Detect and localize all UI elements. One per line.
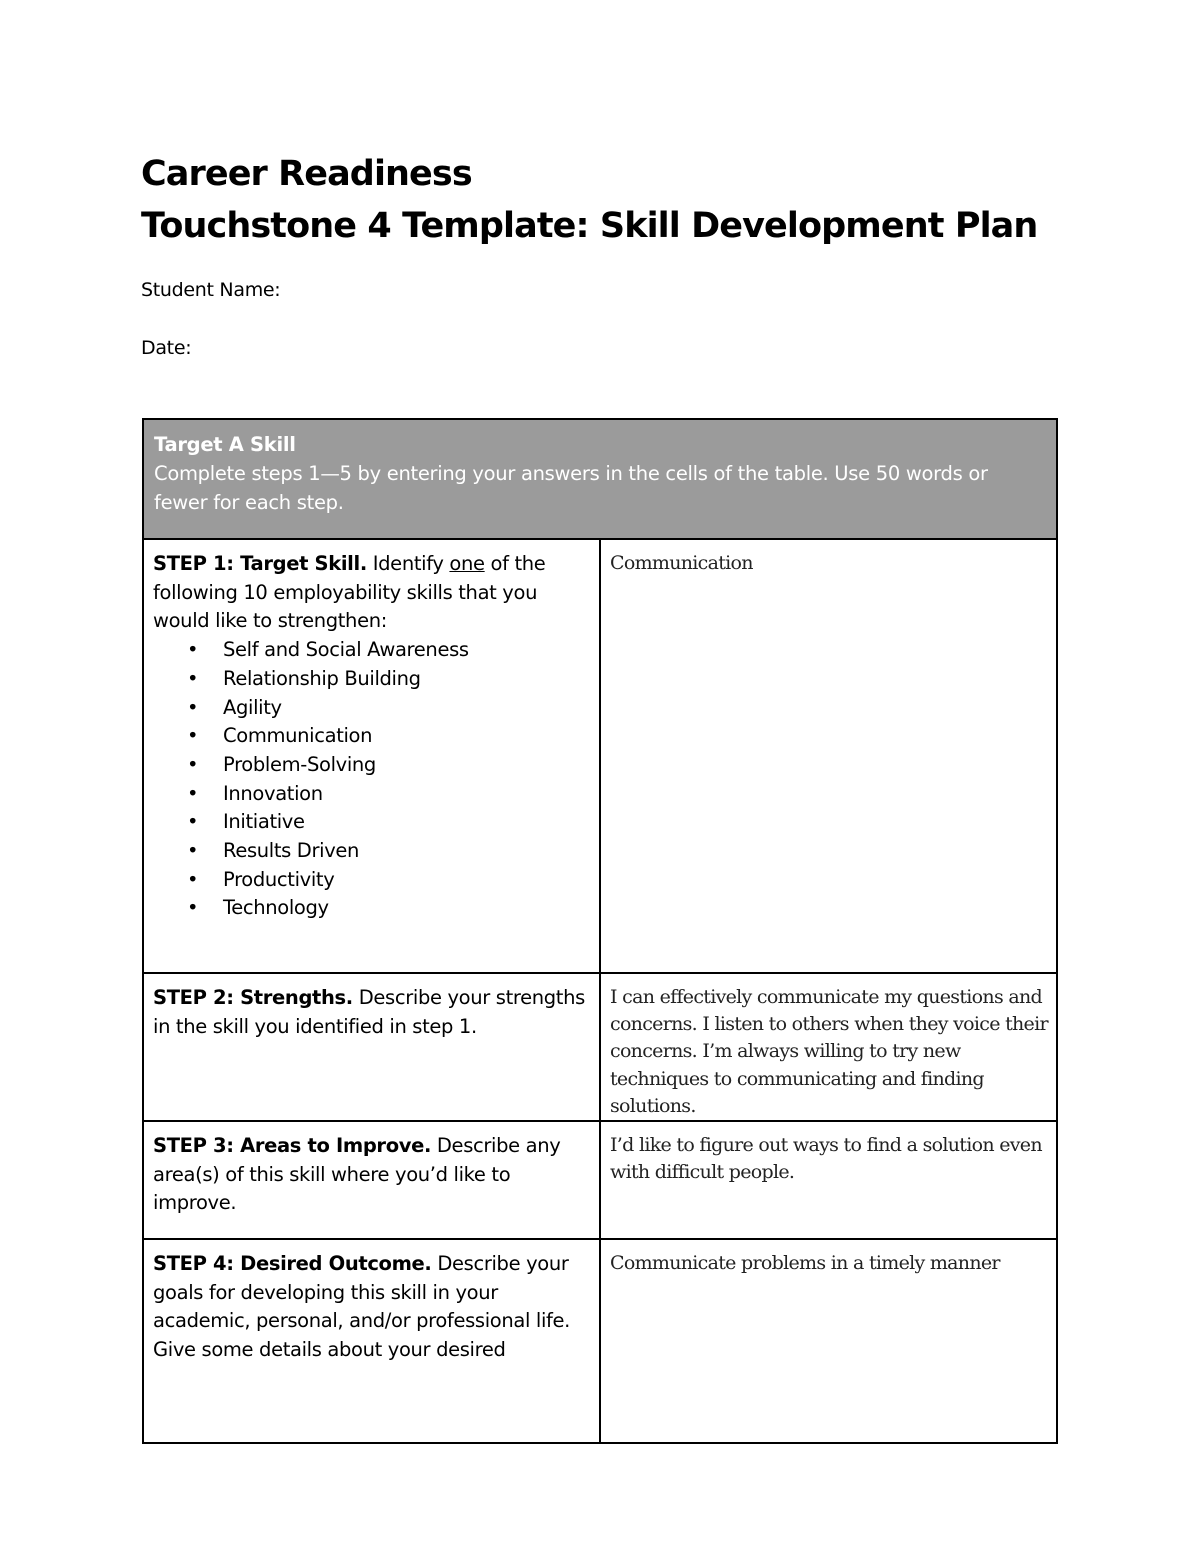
skill-plan-table (142, 418, 1058, 1444)
bullet-icon: • (187, 839, 199, 863)
list-item: • Relationship Building (153, 665, 591, 694)
step3-prompt: Describe any area(s) of this skill where you’d like to improve. (153, 1134, 561, 1215)
date-label: Date: (141, 337, 192, 359)
student-name-label: Student Name: (141, 279, 281, 301)
step4-prompt-cell (143, 1239, 600, 1443)
bullet-icon: • (187, 752, 199, 776)
header-instructions: Complete steps 1—5 by entering your answers in the cells of the table. Use 50 words or fewer for each step. (154, 462, 988, 514)
list-item: • Agility (153, 694, 591, 723)
bullet-icon: • (187, 666, 199, 690)
list-item: • Communication (153, 722, 591, 751)
title-course: Career Readiness (141, 154, 472, 194)
table-header-cell (143, 419, 1057, 539)
table-row-step1 (143, 539, 1057, 973)
step2-answer-cell[interactable]: I can effectively communicate my questions and concerns. I listen to others when they voice their concerns. I’m always willing to try new techniques to communicating and finding solutions. (600, 973, 1057, 1121)
table-row-step4 (143, 1239, 1057, 1443)
list-item: • Technology (153, 894, 591, 923)
step1-prompt-emphasis: one (449, 552, 485, 575)
table-row-step2 (143, 973, 1057, 1121)
bullet-icon: • (187, 781, 199, 805)
step4-answer-cell[interactable]: Communicate problems in a timely manner (600, 1239, 1057, 1443)
step3-title: STEP 3: Areas to Improve. (153, 1134, 432, 1158)
step1-answer-cell[interactable]: Communication (600, 539, 1057, 973)
skills-list (153, 636, 591, 923)
step2-prompt: Describe your strengths in the skill you identified in step 1. (153, 986, 585, 1038)
step1-prompt-end: of the following 10 employability skills that you would like to strengthen: (153, 552, 546, 633)
list-item: • Innovation (153, 780, 591, 809)
bullet-icon: • (187, 638, 199, 662)
step1-prompt-cell (143, 539, 600, 973)
bullet-icon: • (187, 724, 199, 748)
bullet-icon: • (187, 896, 199, 920)
list-item: • Results Driven (153, 837, 591, 866)
header-title: Target A Skill (154, 433, 296, 456)
bullet-icon: • (187, 695, 199, 719)
step2-prompt-cell (143, 973, 600, 1121)
step1-prompt-start: Identify (366, 552, 450, 575)
document-title (141, 148, 1101, 252)
step3-answer-cell[interactable]: I’d like to figure out ways to find a solution even with difficult people. (600, 1121, 1057, 1239)
step4-prompt: Describe your goals for developing this skill in your academic, personal, and/or professional life. Give some details about your desired (153, 1252, 571, 1362)
bullet-icon: • (187, 810, 199, 834)
step3-prompt-cell (143, 1121, 600, 1239)
step4-title: STEP 4: Desired Outcome. (153, 1252, 432, 1276)
step2-title: STEP 2: Strengths. (153, 986, 353, 1009)
step1-title: STEP 1: Target Skill. (153, 552, 367, 575)
title-assignment: Touchstone 4 Template: Skill Development Plan (141, 206, 1038, 246)
table-header-row (143, 419, 1057, 539)
list-item: • Problem-Solving (153, 751, 591, 780)
list-item: • Initiative (153, 808, 591, 837)
table-row-step3 (143, 1121, 1057, 1239)
list-item: • Productivity (153, 866, 591, 895)
list-item: • Self and Social Awareness (153, 636, 591, 665)
bullet-icon: • (187, 867, 199, 891)
